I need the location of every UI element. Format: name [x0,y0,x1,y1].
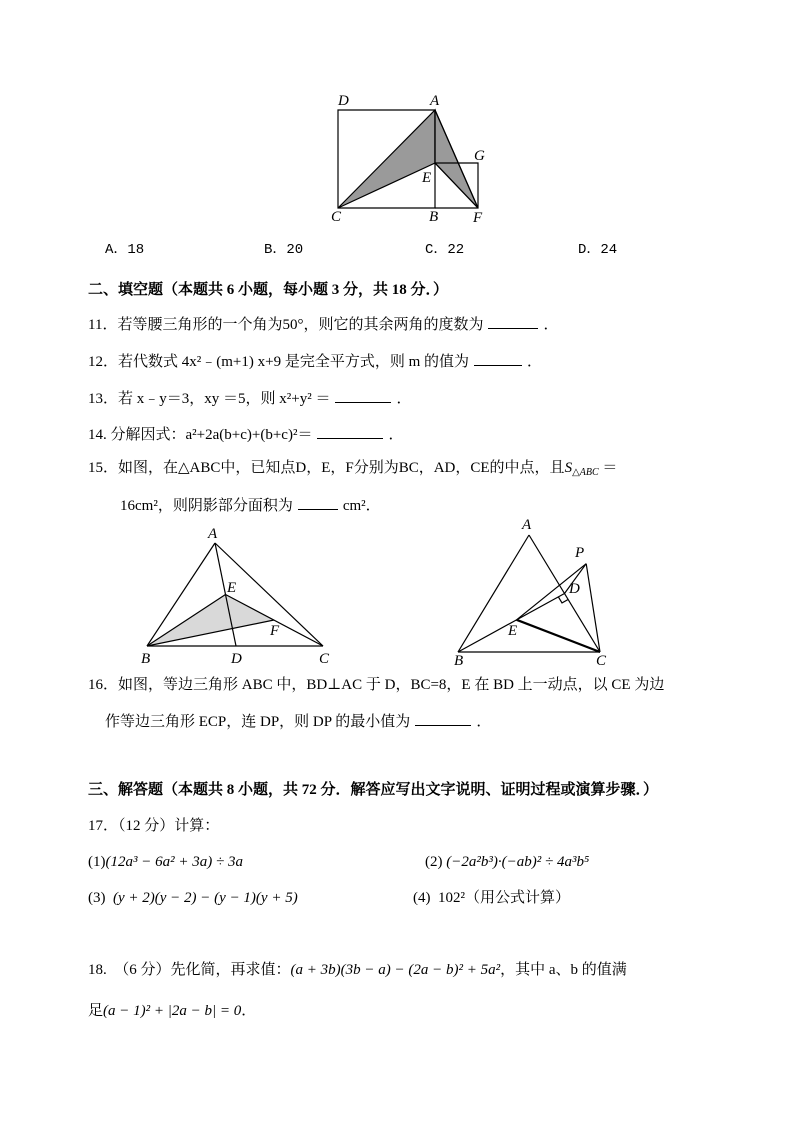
item-expression: (y + 2)(y − 2) − (y − 1)(y + 5) [113,890,298,906]
figure-squares [320,88,500,228]
figure-question-16 [445,515,625,675]
answer-blank [415,710,471,726]
label-a: A [430,93,440,109]
question-16-line-1: 16．如图，等边三角形 ABC 中，BD⊥AC 于 D，BC=8，E 在 BD 上一动点，以 CE 为边 [88,677,665,693]
answer-blank [488,313,538,329]
question-13-end: ． [396,391,412,407]
item-label: (4) [413,890,431,906]
option-c: C．22 [425,242,465,258]
question-13 [88,387,411,409]
side-ab [458,535,529,652]
question-18-end: ． [241,1003,257,1019]
question-17-item-1 [88,852,243,872]
answer-blank [335,387,391,403]
question-15-text-2: 16cm²，则阴影部分面积为 [120,498,293,514]
question-18-tail: ，其中 a、b 的值满 [500,962,627,978]
question-11-end: ． [543,317,559,333]
label-e: E [508,623,518,639]
area-symbol: S [564,460,573,476]
label-d: D [231,651,242,667]
item-expression: 102² [438,890,465,906]
question-16-end: ． [476,714,492,730]
shaded-triangle-ace [338,110,435,208]
question-18-line-2 [88,1001,256,1021]
item-expression: (−2a²b³)·(−ab)² ÷ 4a³b⁵ [446,854,590,870]
question-12 [88,350,542,372]
equals-sign: ＝ [602,460,618,476]
question-17-item-3 [88,888,298,908]
question-18-condition: (a − 1)² + |2a − b| = 0 [103,1003,242,1019]
question-16-line-2 [105,710,491,732]
question-16-text-2: 作等边三角形 ECP，连 DP，则 DP 的最小值为 [105,714,411,730]
label-b: B [454,653,464,669]
answer-blank [474,350,522,366]
question-13-text: 13．若 x﹣y＝3，xy ＝5，则 x²+y² ＝ [88,391,331,407]
question-11 [88,313,558,335]
label-c: C [319,651,330,667]
label-a: A [522,517,532,533]
answer-blank [317,423,383,439]
question-11-text: 11．若等腰三角形的一个角为50°，则它的其余两角的度数为 [88,317,484,333]
shaded-triangle-bef [147,595,274,647]
question-15-unit: cm²． [342,498,381,514]
label-b: B [429,209,439,225]
question-18-line2-start: 足 [88,1003,104,1019]
label-e: E [422,170,432,186]
question-14-end: ． [388,427,404,443]
item-expression: (12a³ − 6a² + 3a) ÷ 3a [105,854,243,870]
item-label: (3) [88,890,106,906]
question-12-end: ． [527,354,543,370]
label-f: F [270,623,280,639]
question-15-text: 15．如图，在△ABC中，已知点D，E，F分别为BC，AD，CE的中点，且 [88,460,565,476]
question-14-text: 14. 分解因式：a²+2a(b+c)+(b+c)²＝ [88,427,313,443]
option-b: B．20 [264,242,304,258]
question-17-item-2 [425,852,589,872]
label-d: D [569,581,580,597]
segment-ec [517,620,600,652]
label-f: F [473,210,483,226]
question-18-number: 18. [88,962,107,978]
item-label: (1) [88,854,106,870]
question-17-item-4 [413,888,570,908]
question-18-intro: （6 分）先化简，再求值： [114,962,291,978]
segment-pc [586,564,600,652]
question-15-line-2 [120,494,381,516]
item-note: （用公式计算） [465,890,571,906]
question-12-text: 12．若代数式 4x²﹣(m+1) x+9 是完全平方式，则 m 的值为 [88,354,469,370]
option-d: D．24 [578,242,618,258]
label-e: E [227,580,237,596]
label-a: A [208,526,218,542]
label-g: G [474,148,485,164]
item-label: (2) [425,854,443,870]
question-17-header: 17．（12 分）计算： [88,818,220,834]
label-p: P [575,545,585,561]
figure-question-15 [135,518,345,673]
section-2-title: 二、填空题（本题共 6 小题，每小题 3 分，共 18 分．） [88,282,449,298]
section-3-title: 三、解答题（本题共 8 小题，共 72 分．解答应写出文字说明、证明过程或演算步骤．） [88,782,659,798]
label-c: C [596,653,607,669]
area-subscript: △ABC [572,467,599,478]
label-c: C [331,209,342,225]
option-a: A．18 [105,242,145,258]
label-d: D [338,93,349,109]
question-18-line-1 [88,960,627,980]
question-15-line-1 [88,458,617,483]
label-b: B [141,651,151,667]
question-14 [88,423,403,445]
question-18-expression: (a + 3b)(3b − a) − (2a − b)² + 5a² [290,962,501,978]
answer-blank [298,494,338,510]
